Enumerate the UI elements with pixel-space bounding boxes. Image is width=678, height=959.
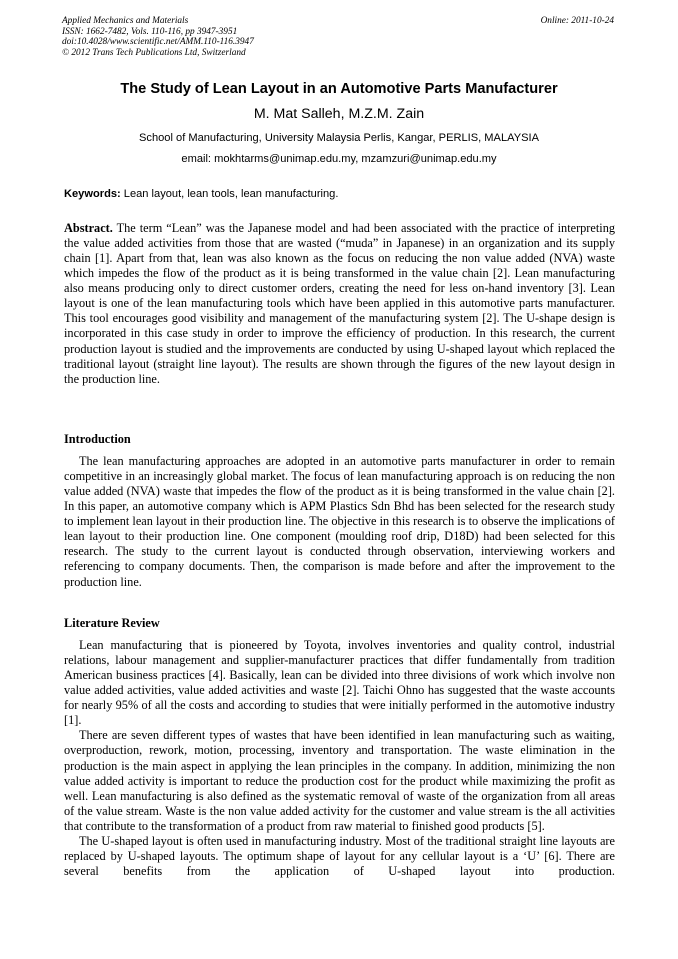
- section-heading-introduction: Introduction: [64, 432, 131, 446]
- abstract-text: The term “Lean” was the Japanese model and had been associated with the practice of interpreting the value added activities from those that are wasted (“muda” in Japanese) in an organization and its supply chain [1]. Apart from that, lean was also known as the focus on reducing the non value added (NVA) waste which impedes the flow of the product as it is being transformed in the value chain [2]. Lean manufacturing also means producing only to direct customer orders, creating the need for less on-hand inventory [3]. Lean layout is one of the lean manufacturing tools which have been applied in this automotive parts manufacturer. This tool encourages good visibility and management of the manufacturing system [2]. The U-shape design is incorporated in this case study in order to improve the efficiency of production. In this research, the current production layout is studied and the improvements are conducted by using U-shaped layout which replaced the traditional layout (straight line layout). The results are shown through the figures of the new layout design in the production line.: [64, 221, 615, 386]
- keywords: [64, 187, 616, 201]
- journal-name: Applied Mechanics and Materials: [62, 16, 189, 26]
- copyright-line: © 2012 Trans Tech Publications Ltd, Switzerland: [62, 47, 246, 58]
- author-list: M. Mat Salleh, M.Z.M. Zain: [253, 106, 425, 122]
- keywords-text: Lean layout, lean tools, lean manufacturing.: [120, 188, 339, 200]
- affiliation: School of Manufacturing, University Malaysia Perlis, Kangar, PERLIS, MALAYSIA: [139, 132, 539, 144]
- issn-line: ISSN: 1662-7482, Vols. 110-116, pp 3947-3951: [62, 26, 238, 37]
- abstract-label: Abstract.: [64, 221, 113, 235]
- keywords-label: Keywords:: [64, 188, 121, 200]
- doi-line: doi:10.4028/www.scientific.net/AMM.110-116.3947: [62, 37, 254, 48]
- running-header: [62, 16, 614, 58]
- introduction-body: [64, 454, 615, 590]
- abstract: [64, 221, 615, 387]
- section-heading-literature-review: Literature Review: [64, 616, 160, 630]
- paper-title: The Study of Lean Layout in an Automotive Parts Manufacturer: [120, 81, 558, 97]
- paragraph: There are seven different types of wastes that have been identified in lean manufacturing such as waiting, overproduction, rework, motion, processing, inventory and transportation. The waste elimination in the production is the main aspect in applying the lean principles in the company. In addition, minimizing the non value added activity is important to reduce the production cost for the product while maximizing the profit as well. Lean manufacturing is also defined as the systematic removal of waste of the organization from all areas of the value stream. Waste is the non value added activity for the customer and value stream is the all activities that contribute to the transformation of a product from raw material to finished good products [5].: [64, 728, 615, 833]
- paragraph: The lean manufacturing approaches are adopted in an automotive parts manufacturer in order to remain competitive in an increasingly global market. The focus of lean manufacturing approach is on reducing the non value added (NVA) waste that impedes the flow of the product as it is being transformed in the value chain [2]. In this paper, an automotive company which is APM Plastics Sdn Bhd has been selected for the research study to implement lean layout in their production line. The objective in this research is to observe the implications of lean layout to their production line. One component (moulding roof drip, D18D) had been selected for this research. The study to the current layout is conducted through observation, interviewing workers and referencing to company documents. Then, the comparison is made before and after the improvement to the production line.: [64, 454, 615, 589]
- paragraph: Lean manufacturing that is pioneered by Toyota, involves inventories and quality control, industrial relations, labour management and supplier-manufacturer practices that differ fundamentally from tradition American business practices [4]. Basically, lean can be divided into three divisions of work which involve non value added activities, value added activities and waste [2]. Taichi Ohno has suggested that the waste accounts for nearly 95% of all the costs and according to studies that were initially performed in the automotive industry [1].: [64, 638, 615, 728]
- literature-review-body: [64, 638, 615, 879]
- online-date: Online: 2011-10-24: [540, 16, 614, 26]
- author-email: email: mokhtarms@unimap.edu.my, mzamzuri@unimap.edu.my: [181, 153, 497, 165]
- paragraph: The U-shaped layout is often used in manufacturing industry. Most of the traditional straight line layouts are replaced by U-shaped layouts. The optimum shape of layout for any cellular layout is a ‘U’ [6]. There are several benefits from the application of U-shaped layout into production.: [64, 833, 615, 878]
